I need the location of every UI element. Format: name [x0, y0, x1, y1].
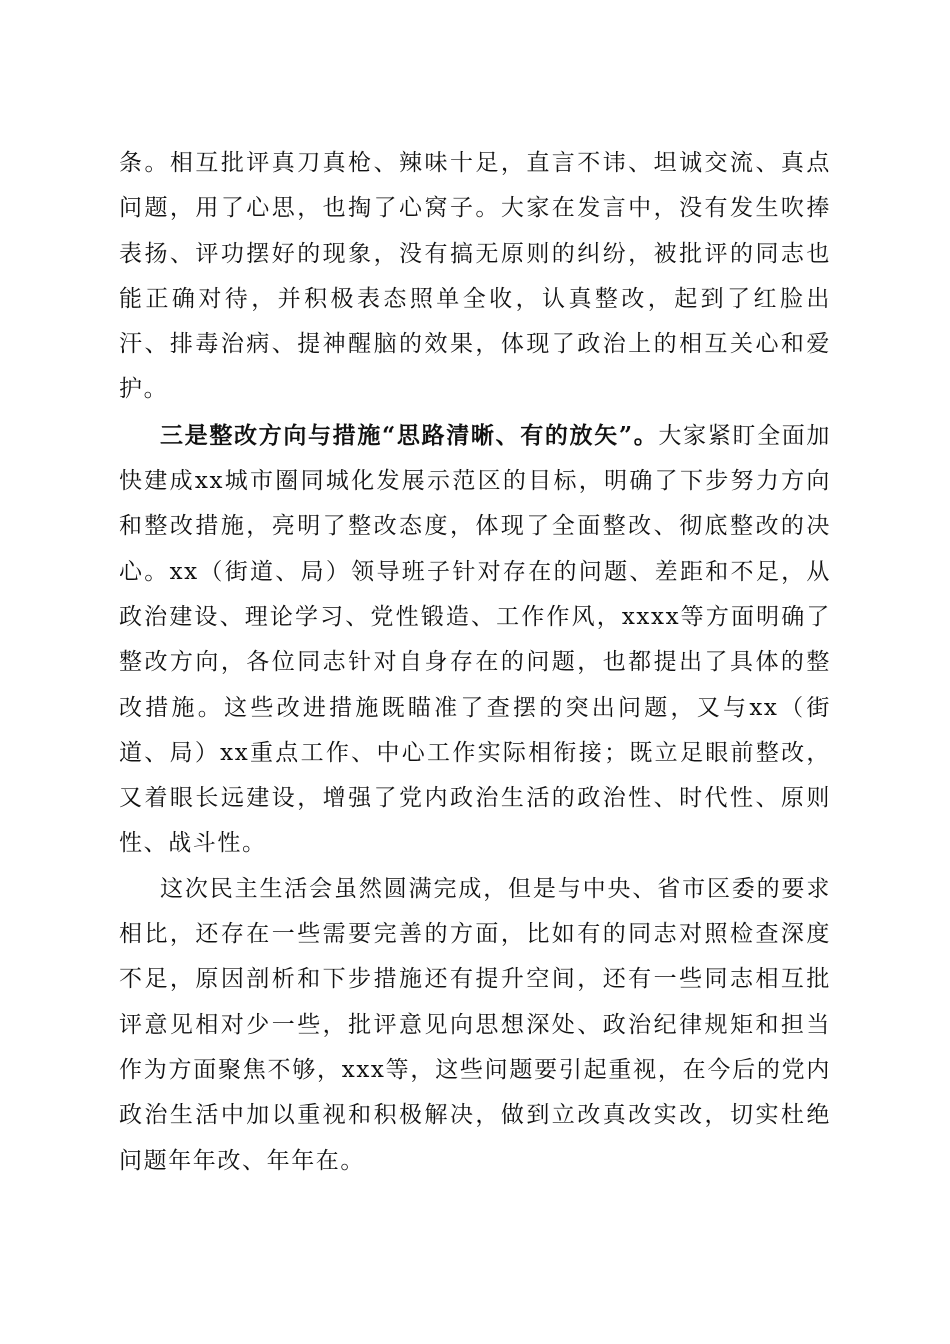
paragraph-three-body: 大家紧盯全面加快建成xx城市圈同城化发展示范区的目标，明确了下步努力方向和整改措施，亮明了整改态度，体现了全面整改、彻底整改的决心。xx（街道、局）领导班子针对存在的问题、差距和不足，从政治建设、理论学习、党性锻造、工作作风，xxxx等方面明确了整改方向，各位同志针对自身存在的问题，也都提出了具体的整改措施。这些改进措施既瞄准了查摆的突出问题，又与xx（街道、局）xx重点工作、中心工作实际相衔接；既立足眼前整改，又着眼长远建设，增强了党内政治生活的政治性、时代性、原则性、战斗性。: [119, 422, 832, 857]
paragraph-three: [119, 413, 831, 867]
paragraph-continued: 条。相互批评真刀真枪、辣味十足，直言不讳、坦诚交流、真点问题，用了心思，也掏了心窝子。大家在发言中，没有发生吹捧表扬、评功摆好的现象，没有搞无原则的纠纷，被批评的同志也能正确对待，并积极表态照单全收，认真整改，起到了红脸出汗、排毒治病、提神醒脑的效果，体现了政治上的相互关心和爱护。: [119, 150, 831, 403]
paragraph-four: 这次民主生活会虽然圆满完成，但是与中央、省市区委的要求相比，还存在一些需要完善的方面，比如有的同志对照检查深度不足，原因剖析和下步措施还有提升空间，还有一些同志相互批评意见相对少一些，批评意见向思想深处、政治纪律规矩和担当作为方面聚焦不够，xxx等，这些问题要引起重视，在今后的党内政治生活中加以重视和积极解决，做到立改真改实改，切实杜绝问题年年改、年年在。: [119, 875, 831, 1174]
document-body: [119, 141, 831, 1184]
paragraph-three-lead: 三是整改方向与措施“思路清晰、有的放矢”。: [160, 421, 659, 449]
